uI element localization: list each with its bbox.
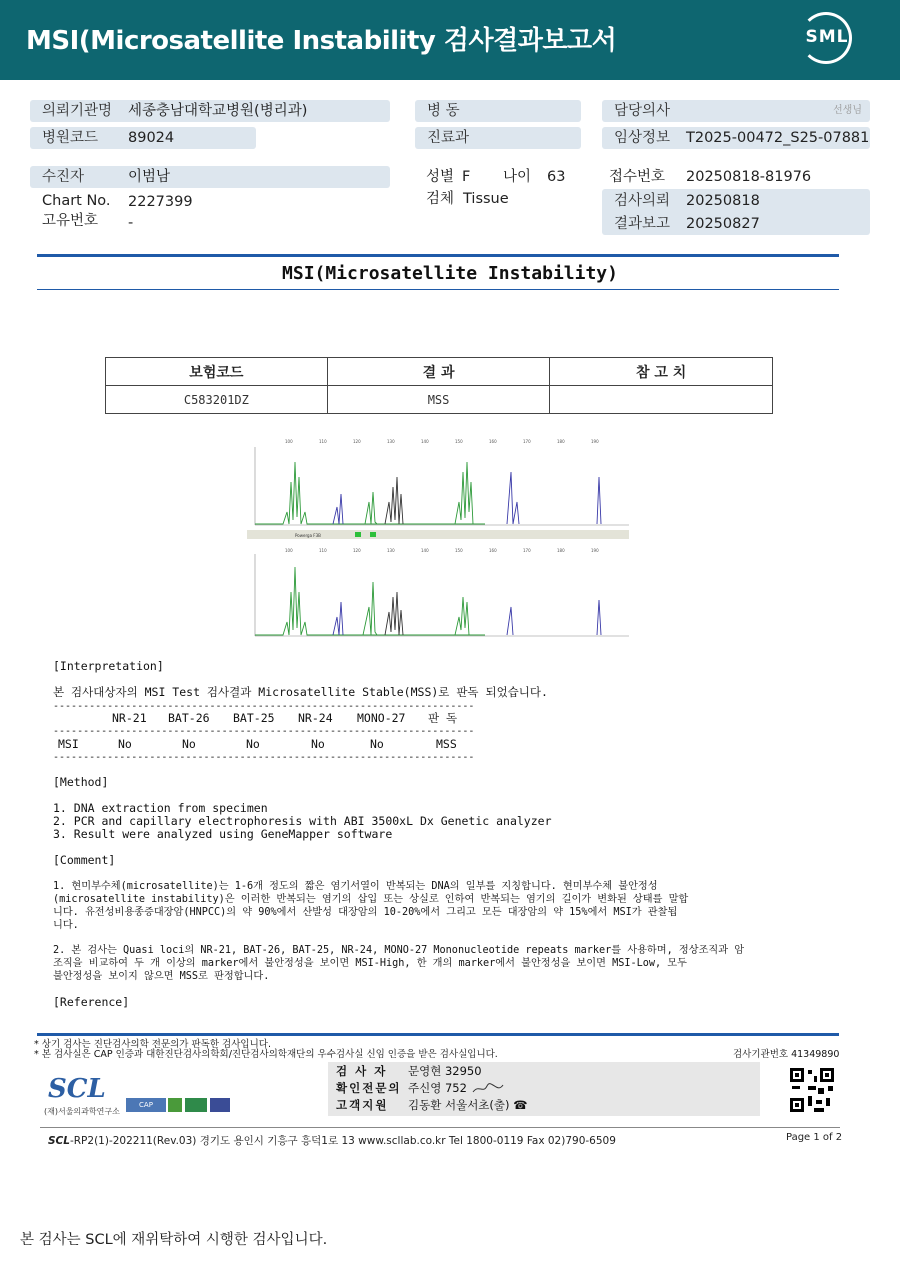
inspector-row (336, 1063, 482, 1080)
institution-field (30, 100, 390, 122)
comment2-line-3: 불안정성을 보이지 않으면 MSS로 판정합니다. (53, 971, 270, 982)
dash-line-3: ---------------------------------------------------------------------- (53, 752, 475, 763)
comment-line-3: 니다. 유전성비용종증대장암(HNPCC)의 약 90%에서 산발성 대장암의 10-20%에서 그리고 모든 대장암의 약 15%에서 MSI가 관찰됩 (53, 907, 678, 918)
svg-text:140: 140 (421, 548, 429, 553)
result-table-header (106, 358, 773, 386)
dash-line-2: ---------------------------------------------------------------------- (53, 726, 475, 737)
clinical-label: 임상정보 (614, 130, 671, 146)
department-label: 진료과 (427, 130, 470, 146)
header-reference: 참 고 치 (550, 358, 773, 386)
qr-code-icon (788, 1066, 836, 1114)
chart-label: Chart No. (42, 193, 111, 209)
doctor-suffix: 선생님 (833, 105, 862, 116)
clinical-field (602, 127, 870, 149)
cell-insurance-code: C583201DZ (106, 386, 328, 414)
hospital-code-field (30, 127, 256, 149)
inspector-value: 문영현 32950 (408, 1064, 482, 1078)
doctor-label: 담당의사 (614, 103, 671, 119)
inspector-label: 검 사 자 (336, 1064, 388, 1078)
sex-value: F (462, 169, 471, 185)
svg-text:190: 190 (591, 439, 599, 444)
lab-cert-icon (210, 1098, 230, 1112)
cap-accredited-icon: CAP (126, 1098, 166, 1112)
svg-text:130: 130 (387, 548, 395, 553)
svg-text:190: 190 (591, 548, 599, 553)
svg-text:150: 150 (455, 548, 463, 553)
electropherogram-image (245, 432, 631, 642)
marker-header-verdict: 판 독 (428, 711, 458, 725)
sml-logo (798, 10, 856, 68)
result-table (105, 357, 773, 414)
age-value: 63 (547, 169, 566, 185)
page-number: Page 1 of 2 (786, 1132, 843, 1143)
footer-rule (37, 1033, 839, 1036)
header-insurance-code: 보험코드 (106, 358, 328, 386)
patient-value: 이범남 (128, 169, 171, 185)
specimen-label: 검체 (426, 191, 455, 207)
address-text: -RP2(1)-202211(Rev.03) 경기도 용인시 기흥구 흥덕1로 13 www.scllab.co.kr Tel 1800-0119 Fax 02)790-6509 (69, 1135, 616, 1147)
hospital-code-value: 89024 (128, 130, 175, 146)
request-value: 20250818 (686, 193, 760, 209)
request-label: 검사의뢰 (614, 193, 671, 209)
svg-text:110: 110 (319, 439, 327, 444)
svg-text:120: 120 (353, 548, 361, 553)
footer-address (48, 1133, 616, 1148)
title-rule-bottom (37, 289, 839, 290)
certification-icon (168, 1098, 182, 1112)
cell-reference (550, 386, 773, 414)
lab-number: 검사기관번호 41349890 (733, 1049, 840, 1060)
interpretation-heading: [Interpretation] (53, 659, 164, 673)
comment2-line-1: 2. 본 검사는 Quasi loci의 NR-21, BAT-26, BAT-25, NR-24, MONO-27 Mononucleotide repeats marker를 사용하며, 정상조직과 암 (53, 945, 745, 956)
header-bar (0, 0, 900, 80)
svg-text:140: 140 (421, 439, 429, 444)
svg-text:170: 170 (523, 439, 531, 444)
specialist-row (336, 1080, 505, 1097)
scl-logo: SCL (48, 1074, 106, 1104)
dates-field (602, 189, 870, 235)
kslm-icon (185, 1098, 207, 1112)
interpretation-text: 본 검사대상자의 MSI Test 검사결과 Microsatellite Stable(MSS)로 판독 되었습니다. (53, 685, 548, 699)
reception-label: 접수번호 (609, 169, 666, 185)
report-title: MSI(Microsatellite Instability 검사결과보고서 (26, 26, 617, 56)
marker-header-bat25: BAT-25 (233, 711, 275, 725)
electro-label: Powerga F3B (295, 533, 321, 538)
institution-value: 세종충남대학교병원(병리과) (128, 103, 308, 119)
uid-label: 고유번호 (42, 213, 99, 229)
section-title: MSI(Microsatellite Instability) (282, 263, 618, 284)
svg-text:170: 170 (523, 548, 531, 553)
support-row (336, 1097, 527, 1114)
ward-field (415, 100, 581, 122)
address-brand: SCL (48, 1135, 70, 1147)
phone-icon: ☎ (513, 1098, 528, 1112)
reference-heading: [Reference] (53, 995, 130, 1009)
svg-text:180: 180 (557, 548, 565, 553)
marker-value-verdict: MSS (436, 737, 457, 751)
patient-label: 수진자 (42, 169, 85, 185)
marker-header-mono27: MONO-27 (357, 711, 406, 725)
comment-line-2: (microsatellite instability)은 이러한 반복되는 염기의 삽입 또는 상실로 인하여 반복되는 염기의 길이가 변화된 상태를 말합 (53, 894, 689, 905)
marker-value-mono27: No (370, 737, 384, 751)
footer-divider (40, 1127, 840, 1128)
marker-value-nr24: No (311, 737, 325, 751)
bottom-note: 본 검사는 SCL에 재위탁하여 시행한 검사입니다. (20, 1232, 328, 1248)
footer-note-1: * 상기 검사는 진단검사의학 전문의가 판독한 검사입니다. (34, 1039, 271, 1050)
sml-logo-text: SML (805, 27, 849, 47)
comment-heading: [Comment] (53, 853, 116, 867)
title-rule-top (37, 254, 839, 257)
marker-row-label: MSI (58, 737, 79, 751)
age-label: 나이 (503, 169, 532, 185)
marker-header-nr21: NR-21 (112, 711, 147, 725)
marker-value-nr21: No (118, 737, 132, 751)
reception-value: 20250818-81976 (686, 169, 812, 185)
method-line-1: 1. DNA extraction from specimen (53, 801, 268, 815)
signature-scribble (471, 1082, 505, 1096)
svg-text:150: 150 (455, 439, 463, 444)
svg-text:180: 180 (557, 439, 565, 444)
comment2-line-2: 조직을 비교하여 두 개 이상의 marker에서 불안정성을 보이면 MSI-High, 한 개의 marker에서 불안정성을 보이면 MSI-Low, 모두 (53, 958, 687, 969)
institution-label: 의뢰기관명 (42, 103, 113, 119)
patient-field (30, 166, 390, 188)
marker-header-bat26: BAT-26 (168, 711, 210, 725)
marker-value-bat26: No (182, 737, 196, 751)
marker-header-nr24: NR-24 (298, 711, 333, 725)
scl-subtitle: (재)서울의과학연구소 (44, 1107, 120, 1116)
signature-box (328, 1062, 760, 1116)
method-heading: [Method] (53, 775, 109, 789)
svg-text:160: 160 (489, 548, 497, 553)
footer-note-2: * 본 검사실은 CAP 인증과 대한진단검사의학회/진단검사의학재단의 우수검사실 신임 인증을 받은 검사실입니다. (34, 1049, 498, 1060)
specialist-label: 확인전문의 (336, 1081, 402, 1095)
table-row (106, 386, 773, 414)
marker-value-bat25: No (246, 737, 260, 751)
svg-text:100: 100 (285, 548, 293, 553)
dash-line-1: ---------------------------------------------------------------------- (53, 701, 475, 712)
svg-text:100: 100 (285, 439, 293, 444)
specialist-value: 주신영 752 (408, 1081, 467, 1095)
uid-value: - (128, 215, 134, 231)
svg-text:130: 130 (387, 439, 395, 444)
support-value: 김동환 서울서초(출) (408, 1098, 510, 1112)
svg-text:120: 120 (353, 439, 361, 444)
header-result: 결 과 (327, 358, 550, 386)
specimen-value: Tissue (463, 191, 509, 207)
support-label: 고객지원 (336, 1098, 389, 1112)
chart-value: 2227399 (128, 194, 193, 210)
doctor-field (602, 100, 870, 122)
svg-text:110: 110 (319, 548, 327, 553)
result-label: 결과보고 (614, 216, 671, 232)
svg-text:160: 160 (489, 439, 497, 444)
comment-line-4: 니다. (53, 920, 79, 931)
method-line-3: 3. Result were analyzed using GeneMapper software (53, 827, 393, 841)
method-line-2: 2. PCR and capillary electrophoresis with ABI 3500xL Dx Genetic analyzer (53, 814, 552, 828)
ward-label: 병 동 (427, 103, 460, 119)
department-field (415, 127, 581, 149)
hospital-code-label: 병원코드 (42, 130, 99, 146)
clinical-value: T2025-00472_S25-07881 (686, 130, 870, 146)
comment-line-1: 1. 현미부수체(microsatellite)는 1-6개 정도의 짧은 염기서열이 반복되는 DNA의 일부를 지칭합니다. 현미부수체 불안정성 (53, 881, 658, 892)
cell-result: MSS (327, 386, 550, 414)
sex-label: 성별 (426, 169, 455, 185)
result-value: 20250827 (686, 216, 760, 232)
